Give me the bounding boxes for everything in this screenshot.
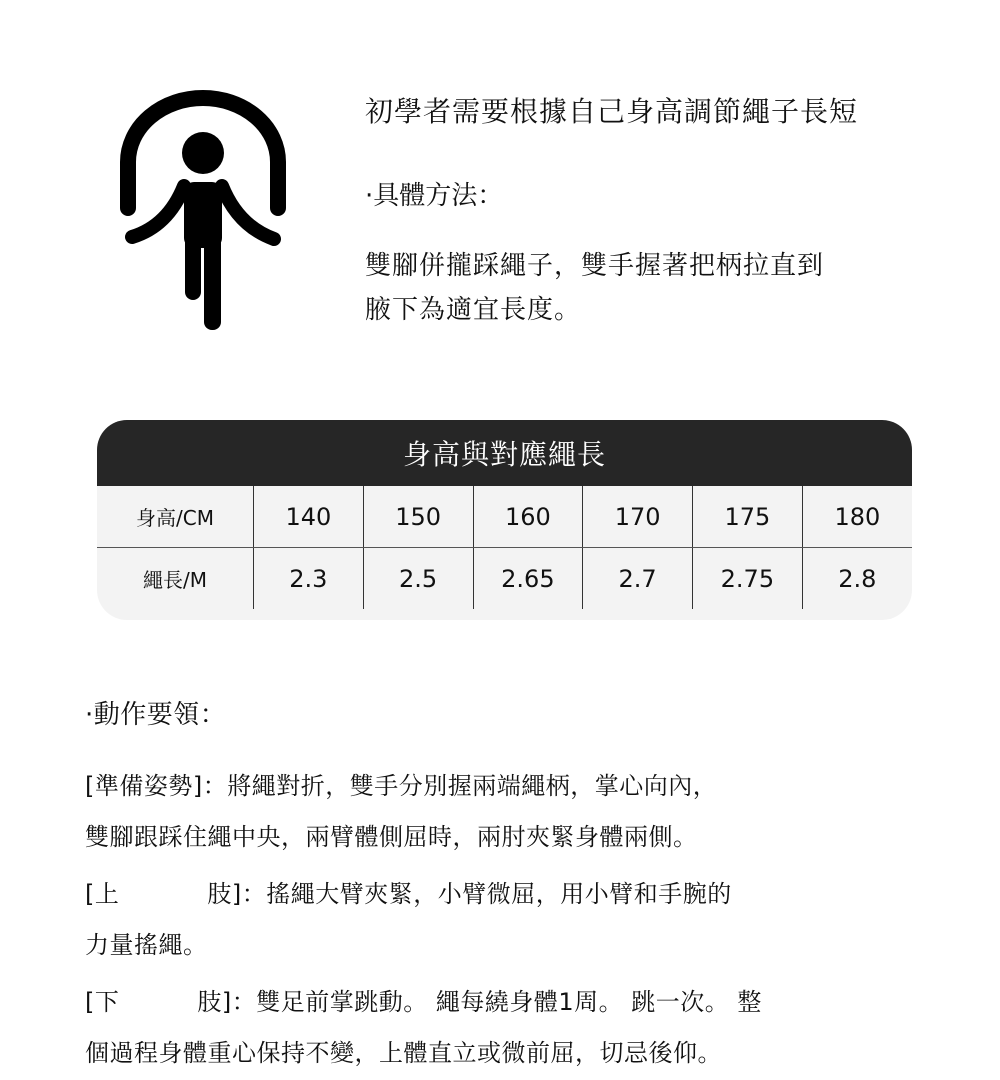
method-description (365, 244, 965, 332)
intro-section (365, 92, 965, 332)
length-cell: 2.8 (802, 548, 912, 610)
length-cell: 2.75 (693, 548, 803, 610)
size-table (97, 486, 912, 609)
height-length-table (97, 420, 912, 620)
height-cell: 180 (802, 486, 912, 548)
row-label-height: 身高/CM (97, 486, 254, 548)
lower-limb-line-2: 個過程身體重心保持不變，上體直立或微前屈，切忌後仰。 (85, 1039, 722, 1067)
length-cell: 2.3 (254, 548, 364, 610)
upper-limb-line-2: 力量搖繩。 (85, 931, 208, 959)
height-cell: 140 (254, 486, 364, 548)
height-cell: 150 (363, 486, 473, 548)
length-cell: 2.7 (583, 548, 693, 610)
upper-tag-close: 肢]：搖繩大臂夾緊，小臂微屈，用小臂和手腕的 (207, 880, 732, 908)
height-cell: 160 (473, 486, 583, 548)
table-title: 身高與對應繩長 (97, 420, 912, 486)
jump-rope-person-icon (118, 90, 288, 335)
prep-line-1: [準備姿勢]：將繩對折，雙手分別握兩端繩柄，掌心向內， (85, 772, 718, 800)
method-line-1: 雙腳併攏踩繩子，雙手握著把柄拉直到 (365, 251, 825, 281)
lower-tag-close: 肢]：雙足前掌跳動。 繩每繞身體1周。 跳一次。 整 (197, 988, 762, 1016)
actions-heading: ·動作要領： (85, 700, 227, 730)
upper-tag-open: [上 (85, 880, 120, 908)
table-row-height (97, 486, 912, 548)
upper-limb-line-1 (85, 869, 945, 920)
intro-headline: 初學者需要根據自己身高調節繩子長短 (365, 95, 859, 128)
row-label-length: 繩長/M (143, 568, 207, 592)
height-cell: 170 (583, 486, 693, 548)
method-line-2: 腋下為適宜長度。 (365, 295, 582, 325)
table-row-length (97, 548, 912, 610)
lower-limb-line-1 (85, 977, 945, 1028)
actions-section (85, 695, 945, 1079)
length-cell: 2.65 (473, 548, 583, 610)
lower-tag-open: [下 (85, 988, 120, 1016)
method-label: ·具體方法： (365, 181, 504, 211)
length-cell: 2.5 (363, 548, 473, 610)
prep-line-2: 雙腳跟踩住繩中央，兩臂體側屈時，兩肘夾緊身體兩側。 (85, 823, 698, 851)
height-cell: 175 (693, 486, 803, 548)
